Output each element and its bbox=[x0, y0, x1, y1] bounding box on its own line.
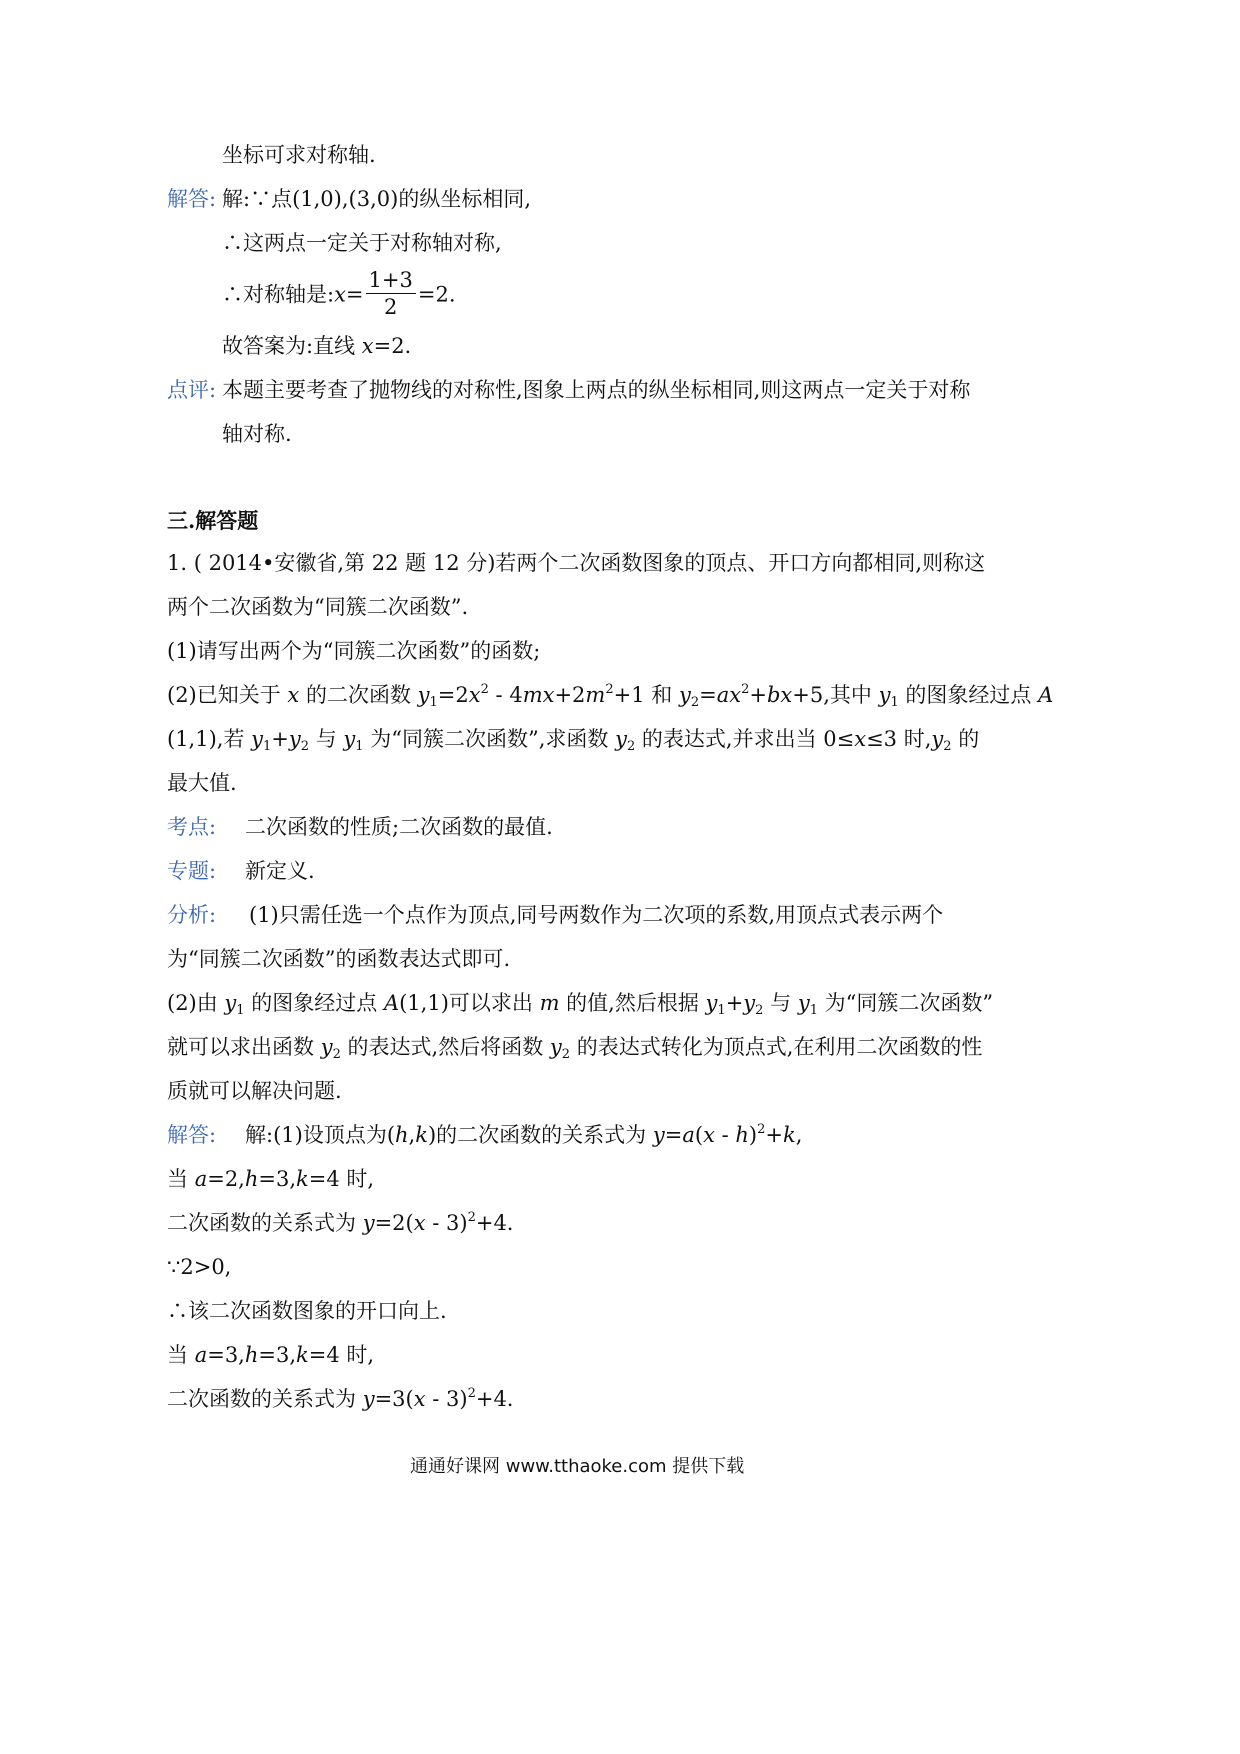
fenxi-line-4: 就可以求出函数 $y_2$ 的表达式,然后将函数 $y_2$ 的表达式转化为顶点式,在利用二次函数的性 bbox=[167, 1035, 983, 1062]
answer-final: 故答案为:直线 x=2. bbox=[222, 334, 412, 358]
solution-label: 解答: bbox=[167, 1123, 217, 1147]
fenxi-line-1: (1)只需任选一个点作为顶点,同号两数作为二次项的系数,用顶点式表示两个 bbox=[249, 903, 944, 927]
fenxi-line-3: (2)由 $y_1$ 的图象经过点 A(1,1)可以求出 m 的值,然后根据 $y_1+y_2$ 与 $y_1$ 为“同簇二次函数” bbox=[167, 991, 994, 1018]
comment-line-1: 本题主要考查了抛物线的对称性,图象上两点的纵坐标相同,则这两点一定关于对称 bbox=[222, 378, 971, 402]
solution-line-5: ∴该二次函数图象的开口向上. bbox=[167, 1299, 447, 1323]
analysis-continuation: 坐标可求对称轴. bbox=[222, 143, 376, 167]
question-part-2-line-3: 最大值. bbox=[167, 771, 237, 795]
comment-label: 点评: bbox=[167, 378, 217, 402]
answer-line-1: 解:∵点(1,0),(3,0)的纵坐标相同, bbox=[222, 187, 531, 211]
question-part-2-line-1: (2)已知关于 x 的二次函数 $y_1=2x^2 - 4mx+2m^2+1$ 和 $y_2=ax^2+bx+5$,其中 $y_1$ 的图象经过点 A bbox=[167, 682, 1054, 710]
fraction: $\frac{1+3}{2}$ bbox=[366, 270, 416, 318]
solution-line-2: 当 a=2,h=3,k=4 时, bbox=[167, 1167, 375, 1191]
solution-line-7: 二次函数的关系式为 y=3(x - 3)$^2$+4. bbox=[167, 1386, 514, 1411]
answer-label: 解答: bbox=[167, 187, 217, 211]
zhuanti-text: 新定义. bbox=[245, 859, 315, 883]
fenxi-line-5: 质就可以解决问题. bbox=[167, 1079, 342, 1103]
solution-line-4: ∵2>0, bbox=[167, 1255, 232, 1279]
page-footer: 通通好课网 www.tthaoke.com 提供下载 bbox=[410, 1456, 745, 1477]
kaodian-text: 二次函数的性质;二次函数的最值. bbox=[245, 815, 553, 839]
question-line-1: 1. ( 2014•安徽省,第 22 题 12 分)若两个二次函数图象的顶点、开口方向都相同,则称这 bbox=[167, 551, 986, 575]
fenxi-label: 分析: bbox=[167, 903, 217, 927]
question-line-2: 两个二次函数为“同簇二次函数”. bbox=[167, 595, 469, 619]
solution-line-3: 二次函数的关系式为 y=2(x - 3)$^2$+4. bbox=[167, 1210, 514, 1235]
section-title: 三.解答题 bbox=[167, 508, 259, 533]
question-part-1: (1)请写出两个为“同簇二次函数”的函数; bbox=[167, 639, 541, 663]
answer-line-axis: ∴对称轴是:x= $\frac{1+3}{2}$ =2. bbox=[222, 268, 456, 319]
solution-line-1: 解:(1)设顶点为(h,k)的二次函数的关系式为 y=a(x - h)$^2$+k, bbox=[245, 1122, 803, 1147]
comment-line-2: 轴对称. bbox=[222, 422, 292, 446]
question-part-2-line-2: (1,1),若 $y_1+y_2$ 与 $y_1$ 为“同簇二次函数”,求函数 $y_2$ 的表达式,并求出当 0≤x≤3 时$,y_2$ 的 bbox=[167, 727, 980, 754]
kaodian-label: 考点: bbox=[167, 815, 217, 839]
zhuanti-label: 专题: bbox=[167, 859, 217, 883]
solution-line-6: 当 a=3,h=3,k=4 时, bbox=[167, 1343, 375, 1367]
answer-line-2: ∴这两点一定关于对称轴对称, bbox=[222, 231, 502, 255]
fenxi-line-2: 为“同簇二次函数”的函数表达式即可. bbox=[167, 947, 511, 971]
